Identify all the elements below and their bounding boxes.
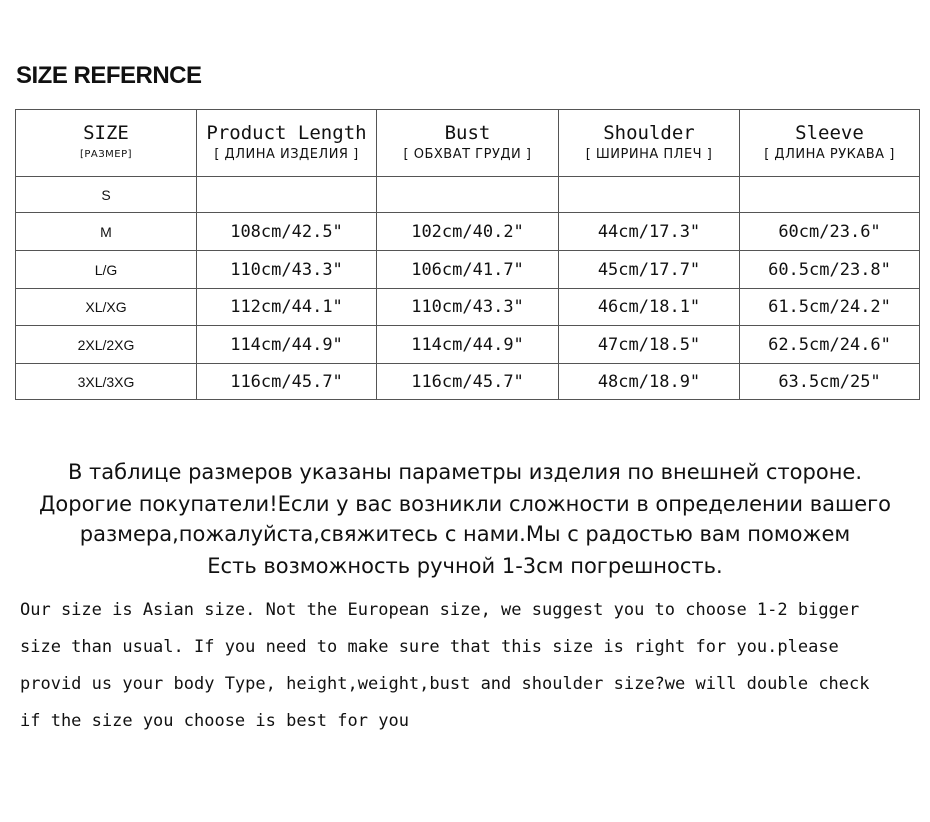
bust-cell: 102cm/40.2" — [377, 213, 559, 251]
sleeve-cell: 62.5cm/24.6" — [740, 326, 920, 364]
header-sub: [ ДЛИНА ИЗДЕЛИЯ ] — [214, 147, 359, 162]
header-bust — [377, 110, 559, 177]
sleeve-cell: 60.5cm/23.8" — [740, 251, 920, 289]
size-cell: L/G — [16, 251, 197, 289]
shoulder-cell: 46cm/18.1" — [559, 289, 740, 326]
size-cell: XL/XG — [16, 289, 197, 326]
header-main: Sleeve — [795, 122, 864, 144]
table-row — [16, 213, 920, 251]
shoulder-cell: 44cm/17.3" — [559, 213, 740, 251]
header-sub: [ ДЛИНА РУКАВА ] — [764, 147, 895, 162]
length-cell: 108cm/42.5" — [197, 213, 377, 251]
russian-note-line: размера,пожалуйста,свяжитесь с нами.Мы с радостью вам поможем — [79, 522, 851, 546]
shoulder-cell: 45cm/17.7" — [559, 251, 740, 289]
russian-note-line: В таблице размеров указаны параметры изделия по внешней стороне. — [67, 460, 863, 484]
shoulder-cell: 48cm/18.9" — [559, 364, 740, 400]
table-row — [16, 326, 920, 364]
header-main: SIZE — [83, 122, 129, 144]
sleeve-cell: 63.5cm/25" — [740, 364, 920, 400]
table-row — [16, 364, 920, 400]
bust-cell: 114cm/44.9" — [377, 326, 559, 364]
russian-note-line: Дорогие покупатели!Если у вас возникли сложности в определении вашего — [38, 492, 891, 516]
header-sleeve — [740, 110, 920, 177]
bust-cell: 106cm/41.7" — [377, 251, 559, 289]
length-cell: 116cm/45.7" — [197, 364, 377, 400]
shoulder-cell: 47cm/18.5" — [559, 326, 740, 364]
header-main: Shoulder — [603, 122, 695, 144]
size-cell: M — [16, 213, 197, 251]
sleeve-cell: 61.5cm/24.2" — [740, 289, 920, 326]
shoulder-cell — [559, 177, 740, 213]
header-shoulder — [559, 110, 740, 177]
header-sub: [РАЗМЕР] — [79, 149, 133, 160]
size-cell: 2XL/2XG — [16, 326, 197, 364]
english-note-line: if the size you choose is best for you — [20, 711, 409, 731]
bust-cell — [377, 177, 559, 213]
header-main: Bust — [444, 122, 491, 144]
header-sub: [ ОБХВАТ ГРУДИ ] — [403, 147, 532, 162]
size-cell: S — [16, 177, 197, 213]
table-row — [16, 177, 920, 213]
english-note-line: Our size is Asian size. Not the European size, we suggest you to choose 1-2 bigger — [20, 600, 860, 620]
english-note-line: provid us your body Type, height,weight,bust and shoulder size?we will double check — [20, 674, 870, 694]
page-title: SIZE REFERNCE — [16, 62, 202, 89]
russian-note-line: Есть возможность ручной 1-3см погрешность. — [207, 554, 723, 578]
header-sub: [ ШИРИНА ПЛЕЧ ] — [585, 147, 713, 162]
length-cell: 110cm/43.3" — [197, 251, 377, 289]
table-row — [16, 251, 920, 289]
bust-cell: 110cm/43.3" — [377, 289, 559, 326]
sleeve-cell: 60cm/23.6" — [740, 213, 920, 251]
length-cell: 114cm/44.9" — [197, 326, 377, 364]
bust-cell: 116cm/45.7" — [377, 364, 559, 400]
english-note-line: size than usual. If you need to make sure that this size is right for you.please — [20, 637, 839, 657]
header-main: Product Length — [206, 122, 367, 144]
table-header-row — [16, 110, 920, 177]
table-row — [16, 289, 920, 326]
header-product-length — [197, 110, 377, 177]
size-cell: 3XL/3XG — [16, 364, 197, 400]
length-cell — [197, 177, 377, 213]
length-cell: 112cm/44.1" — [197, 289, 377, 326]
header-size — [16, 110, 197, 177]
sleeve-cell — [740, 177, 920, 213]
size-table — [15, 109, 920, 400]
